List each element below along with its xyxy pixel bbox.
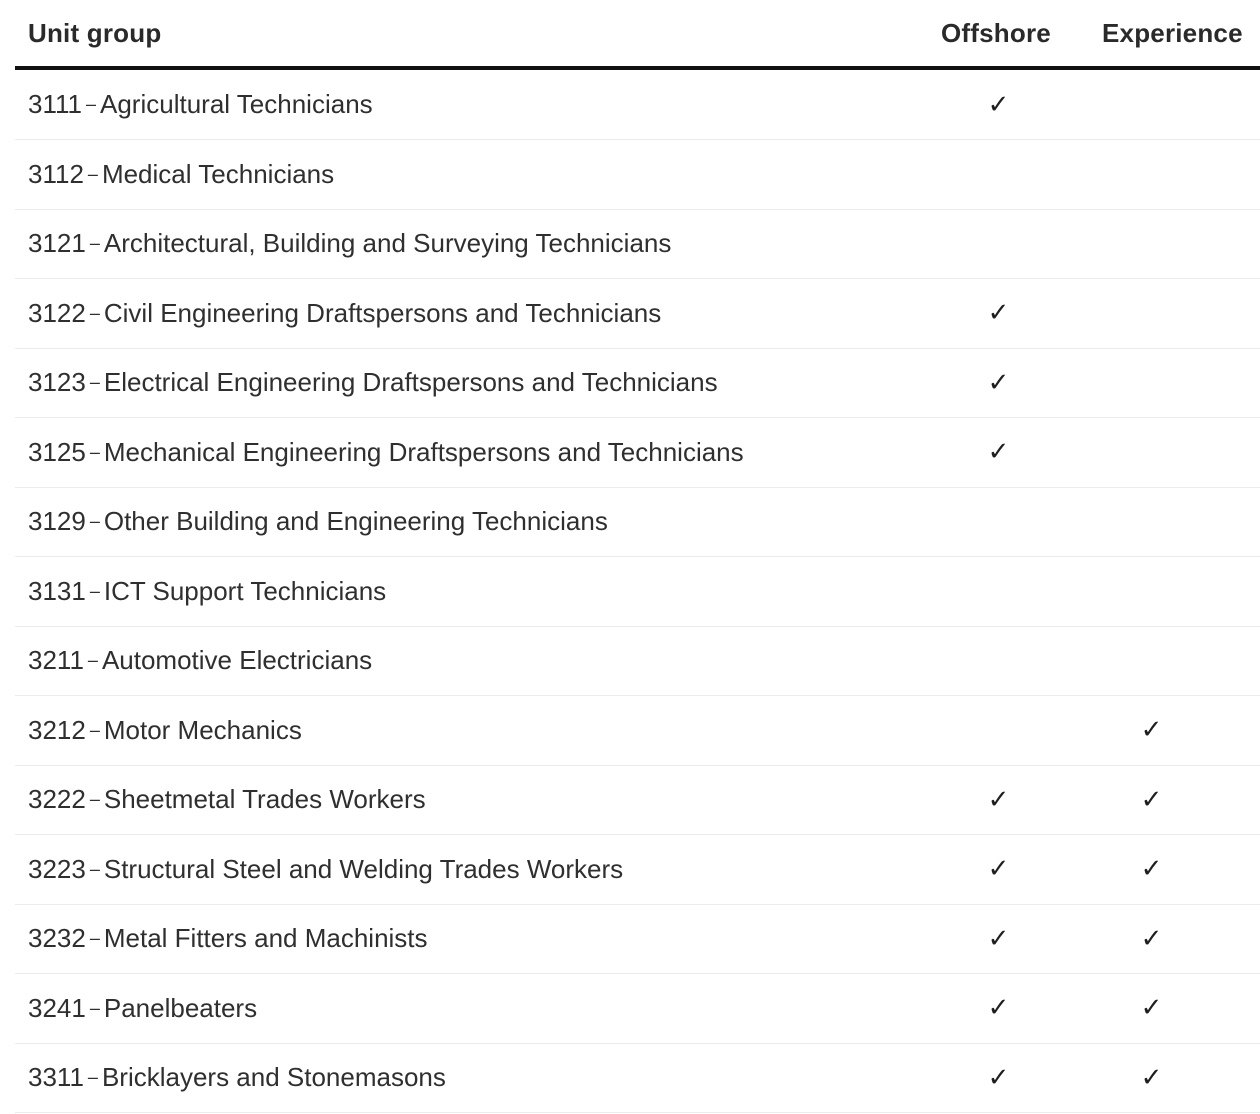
checkmark-icon: ✓: [1140, 784, 1163, 815]
unit-group-cell: [15, 576, 930, 607]
unit-group-name: Civil Engineering Draftspersons and Technicians: [103, 297, 662, 328]
table-row: [15, 418, 1260, 488]
unit-group-cell: [15, 1062, 930, 1093]
experience-cell: [1065, 854, 1260, 884]
dash-separator: –: [89, 928, 100, 949]
header-experience: Experience: [1102, 17, 1243, 48]
checkmark-icon: ✓: [1140, 854, 1163, 885]
offshore-cell: [930, 90, 1065, 120]
unit-group-code: 3125: [28, 436, 86, 467]
dash-separator: –: [89, 997, 100, 1018]
dash-separator: –: [89, 719, 100, 740]
table-row: [15, 835, 1260, 905]
header-unit-group: Unit group: [28, 17, 162, 48]
unit-group-code: 3121: [28, 228, 86, 259]
unit-group-code: 3131: [28, 575, 86, 606]
unit-group-cell: [15, 715, 930, 746]
table-row: [15, 974, 1260, 1044]
dash-separator: –: [87, 1067, 98, 1088]
checkmark-icon: ✓: [987, 923, 1010, 954]
checkmark-icon: ✓: [1140, 715, 1163, 746]
checkmark-icon: ✓: [987, 854, 1010, 885]
experience-cell: [1065, 993, 1260, 1023]
table-row: [15, 905, 1260, 975]
unit-group-cell: [15, 437, 930, 468]
unit-group-cell: [15, 645, 930, 676]
unit-group-name: Other Building and Engineering Technicians: [103, 506, 608, 537]
unit-group-cell: [15, 89, 930, 120]
unit-group-name: Panelbeaters: [103, 992, 258, 1023]
table-row: [15, 696, 1260, 766]
unit-group-code: 3111: [28, 89, 82, 119]
checkmark-icon: ✓: [987, 437, 1010, 468]
unit-group-code: 3123: [28, 367, 86, 398]
table-header: [15, 0, 1260, 70]
table-row: [15, 140, 1260, 210]
dash-separator: –: [89, 372, 100, 393]
experience-cell: [1065, 785, 1260, 815]
table-row: [15, 488, 1260, 558]
checkmark-icon: ✓: [1140, 993, 1163, 1024]
unit-group-cell: [15, 298, 930, 329]
unit-group-code: 3122: [28, 297, 86, 328]
checkmark-icon: ✓: [987, 1062, 1010, 1093]
unit-group-code: 3311: [28, 1062, 84, 1093]
unit-group-name: Sheetmetal Trades Workers: [103, 784, 426, 815]
unit-group-name: ICT Support Technicians: [103, 575, 387, 606]
checkmark-icon: ✓: [1140, 923, 1163, 954]
unit-group-name: Agricultural Technicians: [100, 89, 373, 119]
table-row: [15, 627, 1260, 697]
unit-group-cell: [15, 854, 930, 885]
checkmark-icon: ✓: [987, 89, 1010, 120]
table-row: [15, 766, 1260, 836]
unit-group-cell: [15, 506, 930, 537]
table-row: [15, 1044, 1260, 1114]
table-row: [15, 210, 1260, 280]
dash-separator: –: [89, 789, 100, 810]
dash-separator: –: [89, 441, 100, 462]
offshore-cell: [930, 368, 1065, 398]
table-row: [15, 279, 1260, 349]
checkmark-icon: ✓: [987, 298, 1010, 329]
unit-group-cell: [15, 993, 930, 1024]
experience-cell: [1065, 924, 1260, 954]
unit-group-code: 3112: [28, 158, 84, 189]
dash-separator: –: [89, 302, 100, 323]
unit-group-table: [15, 0, 1260, 1113]
offshore-cell: [930, 924, 1065, 954]
checkmark-icon: ✓: [987, 784, 1010, 815]
unit-group-code: 3212: [28, 714, 86, 745]
unit-group-cell: [15, 367, 930, 398]
unit-group-code: 3223: [28, 853, 86, 884]
unit-group-cell: [15, 159, 930, 190]
dash-separator: –: [87, 650, 98, 671]
unit-group-name: Metal Fitters and Machinists: [103, 923, 428, 954]
unit-group-name: Bricklayers and Stonemasons: [101, 1062, 446, 1093]
table-row: [15, 557, 1260, 627]
header-offshore: Offshore: [941, 17, 1051, 48]
unit-group-cell: [15, 228, 930, 259]
dash-separator: –: [87, 163, 98, 184]
unit-group-name: Architectural, Building and Surveying Technicians: [103, 228, 672, 259]
unit-group-code: 3129: [28, 506, 86, 537]
unit-group-cell: [15, 923, 930, 954]
unit-group-name: Motor Mechanics: [103, 714, 302, 745]
table-row: [15, 70, 1260, 140]
unit-group-name: Medical Technicians: [101, 158, 335, 189]
unit-group-code: 3222: [28, 784, 86, 815]
unit-group-name: Automotive Electricians: [101, 645, 373, 676]
checkmark-icon: ✓: [987, 993, 1010, 1024]
unit-group-code: 3211: [28, 645, 84, 676]
offshore-cell: [930, 854, 1065, 884]
offshore-cell: [930, 1063, 1065, 1093]
unit-group-name: Mechanical Engineering Draftspersons and Technicians: [103, 436, 744, 467]
dash-separator: –: [89, 511, 100, 532]
dash-separator: –: [89, 580, 100, 601]
experience-cell: [1065, 1063, 1260, 1093]
unit-group-cell: [15, 784, 930, 815]
offshore-cell: [930, 298, 1065, 328]
unit-group-name: Structural Steel and Welding Trades Workers: [103, 853, 624, 884]
unit-group-name: Electrical Engineering Draftspersons and Technicians: [103, 367, 718, 398]
offshore-cell: [930, 993, 1065, 1023]
dash-separator: –: [89, 233, 100, 254]
table-row: [15, 349, 1260, 419]
table-body: [15, 70, 1260, 1113]
dash-separator: –: [85, 94, 96, 114]
offshore-cell: [930, 785, 1065, 815]
unit-group-code: 3241: [28, 992, 86, 1023]
checkmark-icon: ✓: [987, 367, 1010, 398]
offshore-cell: [930, 437, 1065, 467]
checkmark-icon: ✓: [1140, 1062, 1163, 1093]
experience-cell: [1065, 715, 1260, 745]
unit-group-code: 3232: [28, 923, 86, 954]
dash-separator: –: [89, 858, 100, 879]
